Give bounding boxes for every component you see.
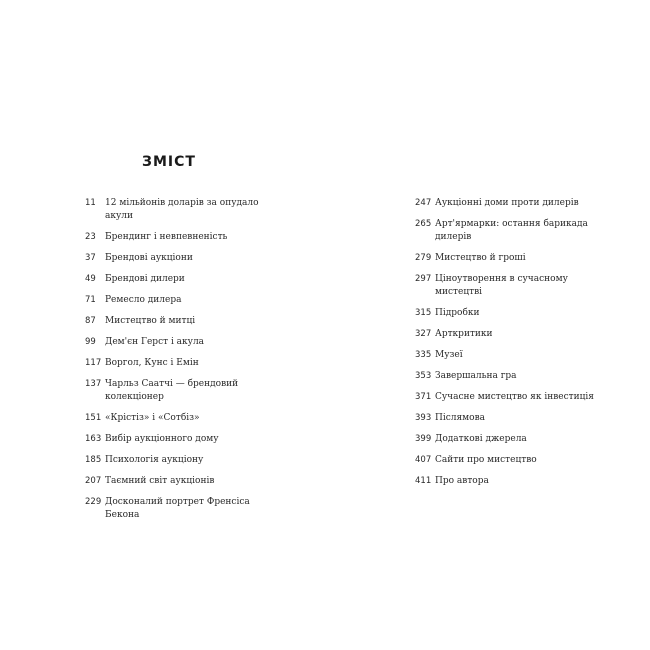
toc-chapter-title: Ремесло дилера xyxy=(105,295,182,305)
toc-entry xyxy=(85,496,285,522)
page-title: ЗМІСТ xyxy=(142,154,196,170)
toc-column-right xyxy=(415,197,595,496)
toc-chapter-title: «Крістіз» і «Сотбіз» xyxy=(105,413,200,423)
toc-page-number: 185 xyxy=(85,455,102,465)
toc-page-number: 49 xyxy=(85,274,96,284)
toc-page-number: 37 xyxy=(85,253,96,263)
toc-page-number: 399 xyxy=(415,434,432,444)
toc-entry xyxy=(415,307,595,320)
toc-entry xyxy=(415,412,595,425)
toc-entry xyxy=(85,336,285,349)
toc-entry xyxy=(85,294,285,307)
toc-chapter-title: Вибір аукціонного дому xyxy=(105,434,219,444)
toc-entry xyxy=(85,273,285,286)
toc-entry xyxy=(85,357,285,370)
toc-chapter-title: Досконалий портрет Френсіса Бекона xyxy=(105,497,250,520)
toc-chapter-title: Мистецтво й митці xyxy=(105,316,196,326)
toc-page-number: 411 xyxy=(415,476,432,486)
toc-chapter-title: 12 мільйонів доларів за опудало акули xyxy=(105,198,259,221)
toc-page-number: 407 xyxy=(415,455,432,465)
toc-entry xyxy=(85,315,285,328)
toc-chapter-title: Ціноутворення в сучасному мистецтві xyxy=(435,274,568,297)
toc-page-number: 87 xyxy=(85,316,96,326)
toc-entry xyxy=(415,218,595,244)
toc-page-number: 265 xyxy=(415,219,432,229)
toc-page-number: 151 xyxy=(85,413,102,423)
toc-chapter-title: Мистецтво й гроші xyxy=(435,253,526,263)
toc-chapter-title: Брендові дилери xyxy=(105,274,185,284)
toc-column-left xyxy=(85,197,285,530)
toc-entry xyxy=(85,475,285,488)
toc-page-number: 327 xyxy=(415,329,432,339)
toc-page-number: 137 xyxy=(85,379,102,389)
toc-page-number: 163 xyxy=(85,434,102,444)
toc-page-number: 353 xyxy=(415,371,432,381)
toc-entry xyxy=(85,378,285,404)
toc-entry xyxy=(85,197,285,223)
toc-entry xyxy=(415,391,595,404)
toc-entry xyxy=(415,252,595,265)
toc-page-number: 371 xyxy=(415,392,432,402)
toc-entry xyxy=(415,433,595,446)
toc-chapter-title: Таємний світ аукціонів xyxy=(105,476,215,486)
toc-chapter-title: Про автора xyxy=(435,476,489,486)
toc-chapter-title: Сайти про мистецтво xyxy=(435,455,537,465)
toc-entry xyxy=(415,197,595,210)
toc-entry xyxy=(85,433,285,446)
toc-entry xyxy=(415,370,595,383)
toc-entry xyxy=(85,231,285,244)
toc-chapter-title: Завершальна гра xyxy=(435,371,517,381)
toc-page-number: 71 xyxy=(85,295,96,305)
toc-chapter-title: Підробки xyxy=(435,308,480,318)
toc-entry xyxy=(415,273,595,299)
toc-chapter-title: Сучасне мистецтво як інвестиція xyxy=(435,392,594,402)
toc-chapter-title: Брендові аукціони xyxy=(105,253,193,263)
toc-page-number: 11 xyxy=(85,198,96,208)
toc-entry xyxy=(415,328,595,341)
toc-page-number: 229 xyxy=(85,497,102,507)
toc-page-number: 207 xyxy=(85,476,102,486)
toc-page-number: 117 xyxy=(85,358,102,368)
toc-chapter-title: Воргол, Кунс і Емін xyxy=(105,358,199,368)
toc-chapter-title: Аукціонні доми проти дилерів xyxy=(435,198,579,208)
toc-chapter-title: Брендинг і невпевненість xyxy=(105,232,228,242)
toc-entry xyxy=(415,475,595,488)
toc-page-number: 393 xyxy=(415,413,432,423)
toc-chapter-title: Чарльз Саатчі — брендовий колекціонер xyxy=(105,379,239,402)
toc-entry xyxy=(85,412,285,425)
toc-chapter-title: Психологія аукціону xyxy=(105,455,204,465)
toc-entry xyxy=(85,252,285,265)
toc-chapter-title: Арт'ярмарки: остання барикада дилерів xyxy=(435,219,588,242)
toc-chapter-title: Післямова xyxy=(435,413,486,423)
toc-entry xyxy=(85,454,285,467)
toc-page-number: 335 xyxy=(415,350,432,360)
toc-page-number: 279 xyxy=(415,253,432,263)
toc-page-number: 315 xyxy=(415,308,432,318)
toc-page-number: 99 xyxy=(85,337,96,347)
toc-chapter-title: Арткритики xyxy=(435,329,493,339)
toc-entry xyxy=(415,349,595,362)
toc-page-number: 297 xyxy=(415,274,432,284)
toc-entry xyxy=(415,454,595,467)
toc-chapter-title: Музеї xyxy=(435,350,463,360)
toc-page-number: 23 xyxy=(85,232,96,242)
toc-chapter-title: Дем'єн Герст і акула xyxy=(105,337,205,347)
toc-chapter-title: Додаткові джерела xyxy=(435,434,527,444)
toc-page-number: 247 xyxy=(415,198,432,208)
